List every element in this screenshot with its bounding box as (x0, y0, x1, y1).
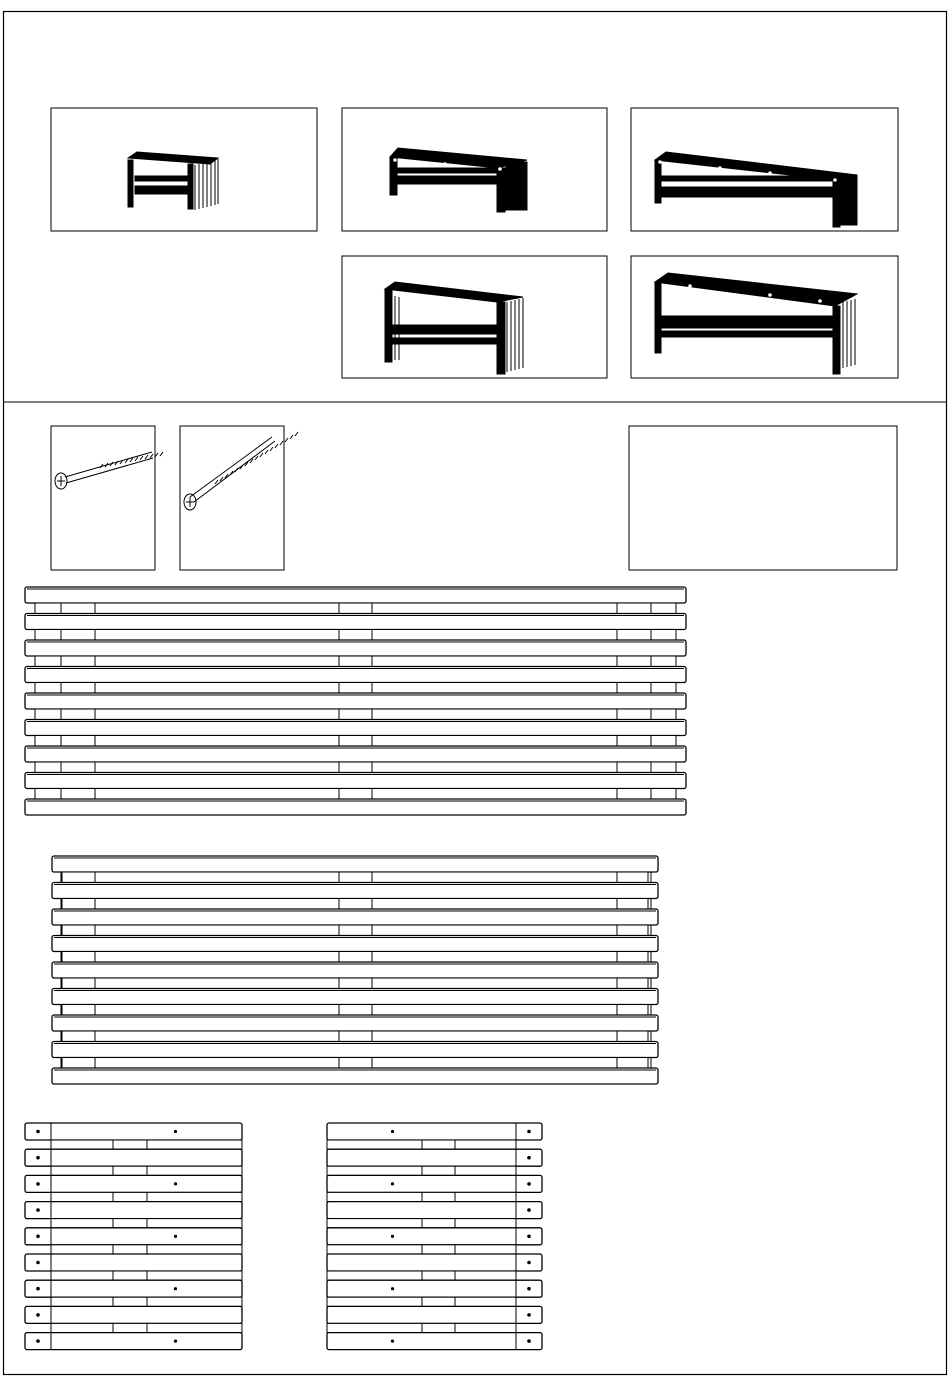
bolt-hole (527, 1130, 531, 1134)
long-slat-stack (25, 587, 686, 815)
slat-spacer (35, 762, 676, 773)
bolt-hole (36, 1130, 40, 1134)
end-panel (327, 1202, 542, 1219)
slat-spacer (62, 899, 648, 910)
bolt-hole (527, 1156, 531, 1160)
end-panel (327, 1175, 542, 1192)
bolt-hole (36, 1182, 40, 1186)
bolt-hole (391, 1235, 394, 1238)
end-panel (327, 1306, 542, 1323)
end-panel (327, 1280, 542, 1297)
slat-spacer (35, 683, 676, 694)
short-bolt (51, 426, 163, 570)
bolt-hole (36, 1156, 40, 1160)
slat-spacer (35, 656, 676, 667)
end-panel (327, 1254, 542, 1271)
slat-spacer (62, 978, 648, 989)
bolt-hole (391, 1287, 394, 1290)
bolt-hole (391, 1130, 394, 1133)
end-panel (25, 1228, 242, 1245)
end-panel (25, 1149, 242, 1166)
slat-spacer (35, 603, 676, 614)
variant-small (51, 108, 317, 231)
slat-spacer (35, 630, 676, 641)
slat-spacer (35, 789, 676, 800)
end-panel (327, 1149, 542, 1166)
left-end-panel-stack (25, 1123, 242, 1350)
end-panel (25, 1202, 242, 1219)
bolt-hole (36, 1208, 40, 1212)
bolt-hole (527, 1261, 531, 1265)
right-end-panel-stack (327, 1123, 542, 1350)
end-panel (327, 1123, 542, 1140)
bolt-hole (527, 1339, 531, 1343)
empty-note-box (629, 426, 897, 570)
end-panel (25, 1280, 242, 1297)
variant-tall-long (631, 256, 898, 378)
bolt-hole (36, 1287, 40, 1291)
bolt-hole (36, 1235, 40, 1239)
end-panel (25, 1333, 242, 1350)
bolt-hole (391, 1340, 394, 1343)
variant-tall (342, 256, 607, 378)
end-panel (327, 1333, 542, 1350)
bolt-hole (36, 1313, 40, 1317)
slat-spacer (62, 1058, 648, 1069)
bolt-hole (527, 1208, 531, 1212)
bolt-hole (527, 1182, 531, 1186)
slat-spacer (62, 1005, 648, 1016)
slat-spacer (35, 736, 676, 747)
bolt-hole (527, 1235, 531, 1239)
variant-medium (342, 108, 607, 231)
bolt-hole (391, 1182, 394, 1185)
long-bolt (180, 426, 298, 570)
slat-spacer (35, 709, 676, 720)
bolt-hole (174, 1182, 177, 1185)
bolt-hole (36, 1261, 40, 1265)
end-panel (25, 1123, 242, 1140)
bolt-hole (174, 1235, 177, 1238)
bolt-hole (527, 1313, 531, 1317)
medium-slat-stack (52, 856, 658, 1084)
variant-long (631, 108, 898, 231)
bolt-hole (527, 1287, 531, 1291)
bolt-hole (174, 1130, 177, 1133)
bolt-hole (36, 1339, 40, 1343)
bolt-hole (174, 1287, 177, 1290)
end-panel (25, 1306, 242, 1323)
slat-spacer (62, 925, 648, 936)
end-panel (327, 1228, 542, 1245)
slat-spacer (62, 872, 648, 883)
slat-spacer (62, 952, 648, 963)
bolt-hole (174, 1340, 177, 1343)
end-panel (25, 1254, 242, 1271)
end-panel (25, 1175, 242, 1192)
slat-spacer (62, 1031, 648, 1042)
